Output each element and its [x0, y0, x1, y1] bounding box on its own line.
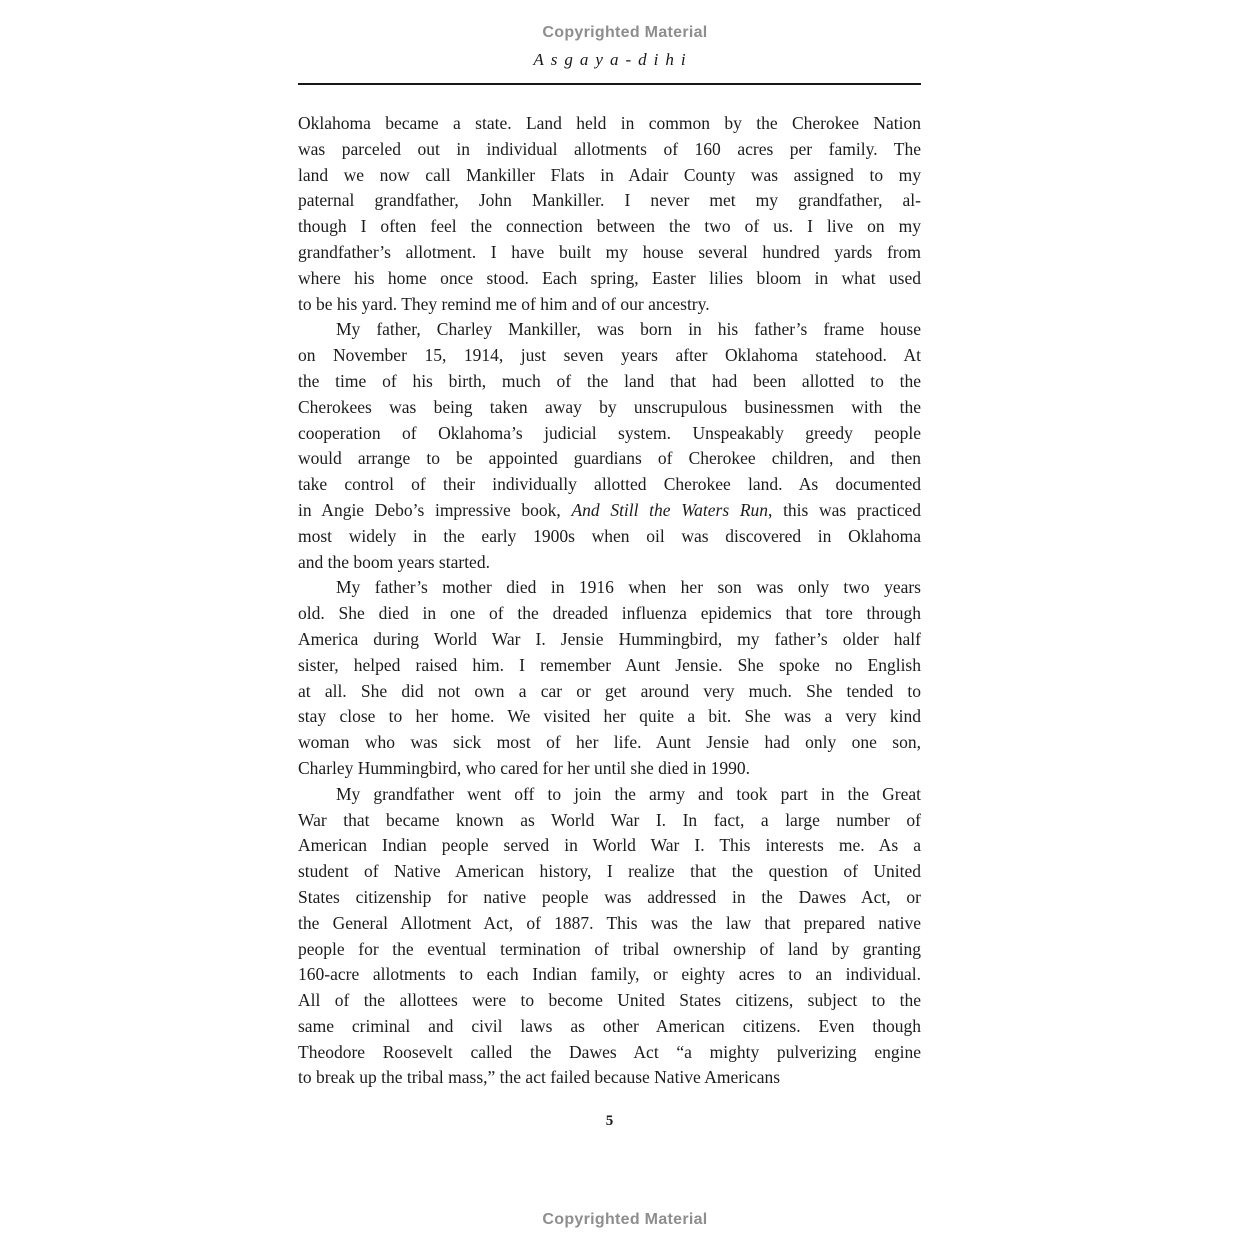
text-line: My grandfather went off to join the army and took part in the Great [336, 783, 921, 804]
text-line: Oklahoma became a state. Land held in common by the Cherokee Nation [298, 113, 921, 133]
text-line: same criminal and civil laws as other American citizens. Even though [298, 1015, 921, 1036]
running-head: Asgaya-dihi [533, 50, 693, 69]
text-line: and the boom years started. [298, 551, 490, 572]
text-line: land we now call Mankiller Flats in Adair County was assigned to my [298, 164, 921, 185]
text-run: , this was practiced [768, 499, 921, 520]
text-line: the General Allotment Act, of 1887. This was the law that prepared native [298, 912, 921, 933]
text-line: though I often feel the connection between the two of us. I live on my [298, 216, 921, 237]
text-line: American Indian people served in World War I. This interests me. As a [298, 835, 921, 856]
text-line: was parceled out in individual allotments of 160 acres per family. The [298, 138, 921, 159]
text-line: My father, Charley Mankiller, was born in his father’s frame house [336, 319, 921, 340]
text-line: take control of their individually allotted Cherokee land. As documented [298, 474, 921, 495]
text-line: sister, helped raised him. I remember Aunt Jensie. She spoke no English [298, 654, 921, 675]
text-line: on November 15, 1914, just seven years after Oklahoma statehood. At [298, 345, 921, 366]
text-line: America during World War I. Jensie Hummingbird, my father’s older half [298, 628, 921, 649]
text-line: most widely in the early 1900s when oil was discovered in Oklahoma [298, 525, 921, 546]
text-line: States citizenship for native people was addressed in the Dawes Act, or [298, 886, 921, 907]
text-line: stay close to her home. We visited her quite a bit. She was a very kind [298, 706, 921, 727]
text-line: the time of his birth, much of the land that had been allotted to the [298, 370, 921, 391]
header-rule [298, 83, 921, 85]
text-line: 160-acre allotments to each Indian family, or eighty acres to an individual. [298, 964, 921, 985]
text-run: in Angie Debo’s impressive book, [298, 499, 572, 520]
text-line: woman who was sick most of her life. Aunt Jensie had only one son, [298, 732, 921, 753]
copyright-notice-top: Copyrighted Material [542, 24, 708, 41]
text-line: Theodore Roosevelt called the Dawes Act “a mighty pulverizing engine [298, 1041, 921, 1062]
text-line: Cherokees was being taken away by unscrupulous businessmen with the [298, 396, 921, 417]
text-line: would arrange to be appointed guardians of Cherokee children, and then [298, 448, 921, 469]
text-line: cooperation of Oklahoma’s judicial system. Unspeakably greedy people [298, 422, 921, 443]
text-line: grandfather’s allotment. I have built my house several hundred yards from [298, 241, 921, 262]
text-line: My father’s mother died in 1916 when her son was only two years [336, 577, 921, 598]
text-line: All of the allottees were to become United States citizens, subject to the [298, 990, 921, 1011]
book-title-italic: And Still the Waters Run [571, 499, 769, 520]
text-line: War that became known as World War I. In fact, a large number of [298, 809, 921, 830]
text-line: at all. She did not own a car or get around very much. She tended to [298, 680, 921, 701]
text-line: people for the eventual termination of tribal ownership of land by granting [298, 938, 921, 959]
text-line: to be his yard. They remind me of him and of our ancestry. [298, 293, 710, 314]
page-number: 5 [605, 1113, 614, 1129]
text-line: student of Native American history, I realize that the question of United [298, 861, 921, 882]
text-line: to break up the tribal mass,” the act failed because Native Americans [298, 1067, 781, 1088]
body-text [298, 111, 921, 1091]
text-line [298, 498, 921, 524]
text-line: old. She died in one of the dreaded influenza epidemics that tore through [298, 603, 921, 624]
copyright-notice-bottom: Copyrighted Material [542, 1211, 708, 1228]
text-line: where his home once stood. Each spring, Easter lilies bloom in what used [298, 267, 921, 288]
text-line: paternal grandfather, John Mankiller. I never met my grandfather, al- [298, 190, 921, 211]
text-line: Charley Hummingbird, who cared for her until she died in 1990. [298, 757, 750, 778]
